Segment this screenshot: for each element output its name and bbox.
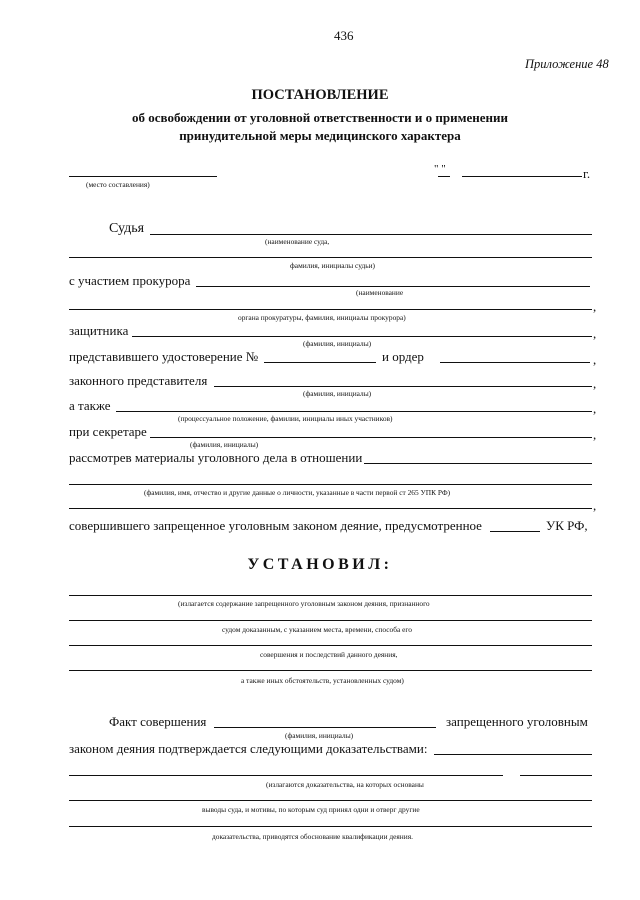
page-number: 436	[334, 28, 354, 43]
defender-line	[132, 336, 592, 337]
date-quote-marks: " "	[434, 163, 446, 175]
prosecutor-comma: ,	[593, 299, 597, 314]
deed-label: совершившего запрещенное уголовным законом деяние, предусмотренное	[69, 518, 482, 533]
secretary-line	[150, 437, 592, 438]
defender-label: защитника	[69, 323, 129, 338]
judge-line-2	[69, 257, 592, 258]
certificate-label: представившего удостоверение №	[69, 349, 259, 364]
fact-line	[214, 727, 436, 728]
legal-rep-line	[214, 386, 592, 387]
secretary-caption: (фамилия, инициалы)	[190, 440, 259, 449]
legal-rep-caption: (фамилия, инициалы)	[303, 389, 372, 398]
warrant-comma: ,	[593, 352, 597, 367]
case-label: рассмотрев материалы уголовного дела в отношении	[69, 450, 363, 465]
date-month-line	[462, 176, 582, 177]
established-line-2	[69, 620, 592, 621]
place-caption: (место составления)	[86, 180, 150, 189]
appendix-label: Приложение 48	[525, 57, 609, 71]
evidence-line-1	[434, 754, 592, 755]
date-day-line	[438, 176, 450, 177]
date-year-suffix: г.	[583, 166, 591, 181]
evidence-line-3	[69, 800, 592, 801]
fact-suffix: запрещенного уголовным	[446, 714, 588, 729]
prosecutor-line-2	[69, 309, 592, 310]
evidence-caption-1: (излагаются доказательства, на которых основаны	[266, 780, 424, 789]
person-line-2	[69, 508, 592, 509]
code-suffix: УК РФ,	[546, 518, 588, 533]
prosecutor-caption-1: (наименование	[356, 288, 404, 297]
fact-label: Факт совершения	[109, 714, 207, 729]
legal-rep-label: законного представителя	[69, 373, 208, 388]
article-line	[490, 531, 540, 532]
person-caption: (фамилия, имя, отчество и другие данные о личности, указанные в части первой ст 265 УПК РФ)	[144, 488, 451, 497]
evidence-line-2a	[69, 775, 503, 776]
secretary-comma: ,	[593, 427, 597, 442]
certificate-line	[264, 362, 376, 363]
evidence-caption-2: выводы суда, и мотивы, по которым суд принял одни и отверг другие	[202, 805, 420, 814]
established-caption-4: а также иных обстоятельств, установленных судом)	[241, 676, 404, 685]
prosecutor-caption-2: органа прокуратуры, фамилия, инициалы прокурора)	[238, 313, 406, 322]
person-line	[69, 484, 592, 485]
judge-line	[150, 234, 592, 235]
also-line	[116, 411, 592, 412]
judge-name-caption: фамилия, инициалы судьи)	[290, 261, 376, 270]
evidence-caption-3: доказательства, приводятся обоснование квалификации деяния.	[212, 832, 413, 841]
established-heading: УСТАНОВИЛ:	[247, 556, 393, 573]
evidence-label: законом деяния подтверждается следующими доказательствами:	[69, 741, 428, 756]
secretary-label: при секретаре	[69, 424, 147, 439]
fact-caption: (фамилия, инициалы)	[285, 731, 354, 740]
also-caption: (процессуальное положение, фамилии, инициалы иных участников)	[178, 414, 393, 423]
established-caption-1: (излагается содержание запрещенного уголовным законом деяния, признанного	[178, 599, 430, 608]
warrant-line	[440, 362, 590, 363]
established-line-1	[69, 595, 592, 596]
person-comma: ,	[593, 498, 597, 513]
established-caption-2: судом доказанным, с указанием места, времени, способа его	[222, 625, 412, 634]
established-line-3	[69, 645, 592, 646]
warrant-label: и ордер	[382, 349, 424, 364]
legal-rep-comma: ,	[593, 376, 597, 391]
prosecutor-line	[196, 286, 590, 287]
also-label: а также	[69, 398, 111, 413]
document-subtitle-line1: об освобождении от уголовной ответственности и о применении	[132, 110, 508, 125]
case-line	[364, 463, 592, 464]
also-comma: ,	[593, 401, 597, 416]
defender-comma: ,	[593, 326, 597, 341]
evidence-line-2b	[520, 775, 592, 776]
document-title: ПОСТАНОВЛЕНИЕ	[251, 87, 389, 103]
evidence-line-4	[69, 826, 592, 827]
established-line-4	[69, 670, 592, 671]
established-caption-3: совершения и последствий данного деяния,	[260, 650, 398, 659]
place-line	[69, 176, 217, 177]
court-caption: (наименование суда,	[265, 237, 330, 246]
document-subtitle-line2: принудительной меры медицинского характера	[179, 128, 461, 143]
prosecutor-label: с участием прокурора	[69, 273, 191, 288]
judge-label: Судья	[109, 221, 145, 236]
defender-caption: (фамилия, инициалы)	[303, 339, 372, 348]
